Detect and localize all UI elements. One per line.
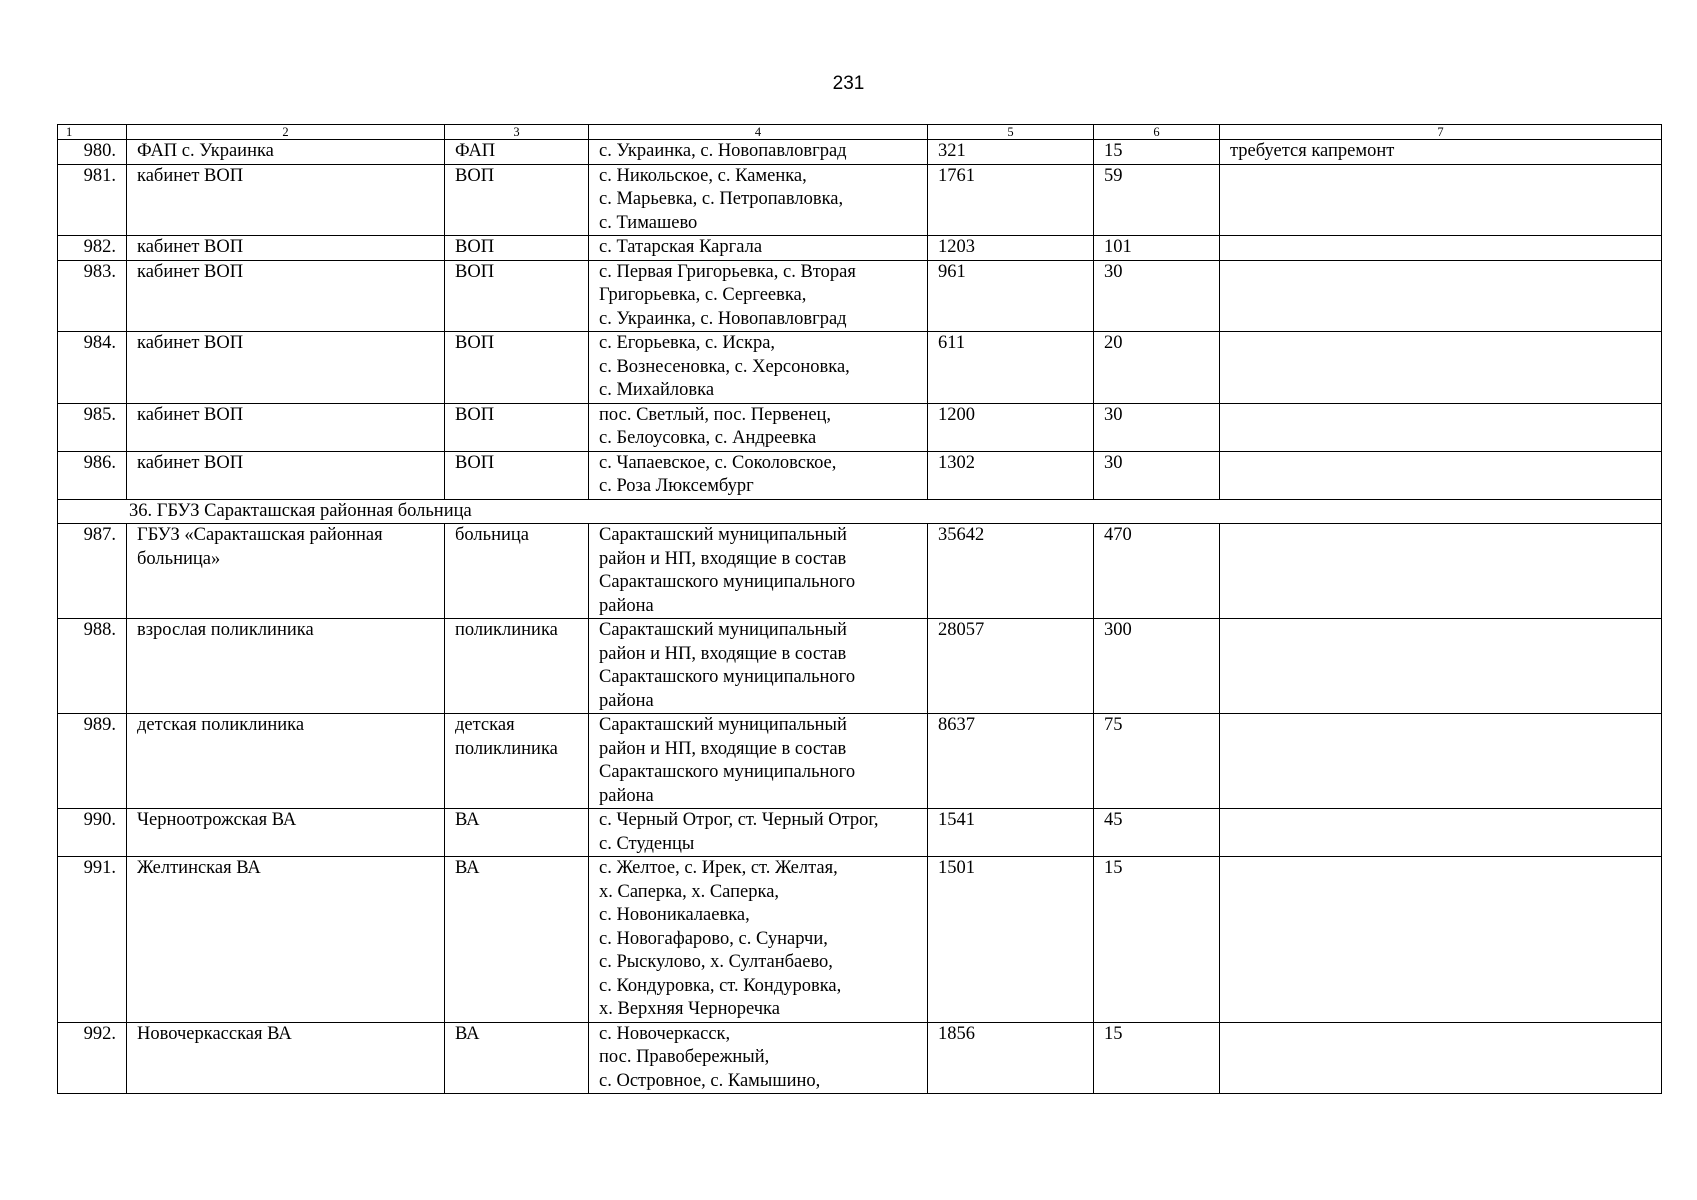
column-number: 4 [589,125,928,140]
population: 35642 [928,524,1094,619]
facility-name-line: Желтинская ВА [137,858,261,878]
facility-type [445,164,589,236]
note [1220,857,1662,1023]
facility-name [127,619,445,714]
table-row [58,403,1662,451]
population: 321 [928,140,1094,165]
facility-name-line: кабинет ВОП [137,333,244,353]
facility-type-line: детская [455,715,515,735]
population: 611 [928,332,1094,404]
capacity: 30 [1094,403,1220,451]
facility-name-line: взрослая поликлиника [137,620,314,640]
row-number: 980. [58,140,127,165]
facility-type-line: ВОП [455,452,495,473]
facility-name-line: ФАП с. Украинка [137,141,274,161]
served-localities-line: с. Островное, с. Камышино, [599,1070,821,1091]
facility-name-line: кабинет ВОП [137,261,244,282]
capacity: 30 [1094,260,1220,332]
facilities-table [57,124,1662,1094]
served-localities-line: с. Никольское, с. Каменка, [599,165,807,186]
served-localities-line: х. Саперка, х. Саперка, [599,881,780,902]
served-localities [589,260,928,332]
facility-type [445,140,589,165]
row-number: 990. [58,809,127,857]
served-localities-line: Саракташский муниципальный [599,620,847,640]
served-localities-line: район и НП, входящие в состав [599,643,847,664]
facility-name [127,524,445,619]
facility-type-line: ВОП [455,261,495,282]
note [1220,260,1662,332]
section-title: 36. ГБУЗ Саракташская районная больница [58,499,1662,524]
capacity: 59 [1094,164,1220,236]
column-number: 1 [58,125,127,140]
table-row [58,714,1662,809]
facility-name-line: кабинет ВОП [137,452,244,473]
capacity: 300 [1094,619,1220,714]
served-localities-line: с. Новоникалаевка, [599,905,750,925]
capacity: 101 [1094,236,1220,261]
table-row [58,524,1662,619]
facility-type-line: ФАП [455,141,496,161]
served-localities-line: с. Новочеркасск, [599,1023,731,1044]
population: 28057 [928,619,1094,714]
served-localities-line: Саракташского муниципального [599,572,856,592]
facility-type [445,809,589,857]
served-localities-line: пос. Светлый, пос. Первенец, [599,404,832,425]
facility-type-line: ВА [455,810,480,830]
note [1220,1022,1662,1094]
column-number: 6 [1094,125,1220,140]
section-header-row [58,499,1662,524]
served-localities [589,619,928,714]
served-localities-line: Саракташского муниципального [599,762,856,782]
served-localities-line: с. Марьевка, с. Петропавловка, [599,189,844,209]
facility-type [445,619,589,714]
table-row [58,164,1662,236]
capacity: 470 [1094,524,1220,619]
row-number: 992. [58,1022,127,1094]
row-number: 985. [58,403,127,451]
population: 1302 [928,451,1094,499]
facility-type [445,236,589,261]
row-number: 989. [58,714,127,809]
facility-type [445,857,589,1023]
note [1220,403,1662,451]
population: 8637 [928,714,1094,809]
capacity: 15 [1094,140,1220,165]
served-localities-line: с. Черный Отрог, ст. Черный Отрог, [599,810,879,830]
facility-name-line: кабинет ВОП [137,237,244,257]
note [1220,164,1662,236]
facility-name [127,140,445,165]
page-number: 231 [832,73,865,94]
served-localities-line: с. Студенцы [599,833,695,854]
capacity: 30 [1094,451,1220,499]
served-localities-line: с. Новогафарово, с. Сунарчи, [599,928,828,949]
table-row [58,619,1662,714]
facility-type [445,524,589,619]
capacity: 15 [1094,1022,1220,1094]
served-localities-line: района [599,785,654,806]
served-localities-line: с. Чапаевское, с. Соколовское, [599,452,837,473]
column-number: 5 [928,125,1094,140]
served-localities-line: с. Михайловка [599,380,715,400]
served-localities [589,1022,928,1094]
served-localities-line: с. Белоусовка, с. Андреевка [599,428,817,448]
served-localities-line: пос. Правобережный, [599,1047,770,1067]
row-number: 982. [58,236,127,261]
served-localities-line: района [599,595,654,616]
note [1220,236,1662,261]
facility-name [127,260,445,332]
facility-name [127,332,445,404]
facility-type [445,332,589,404]
facility-name-line: ГБУЗ «Саракташская районная [137,525,383,545]
facility-name-line: кабинет ВОП [137,165,244,186]
table-row [58,332,1662,404]
population: 1501 [928,857,1094,1023]
facility-name-line: Новочеркасская ВА [137,1023,292,1044]
facility-name [127,1022,445,1094]
facility-type-line: ВОП [455,237,495,257]
facility-type [445,714,589,809]
facility-type-line: ВОП [455,404,495,425]
facility-name-line: детская поликлиника [137,715,305,735]
served-localities-line: Саракташский муниципальный [599,525,847,545]
population: 961 [928,260,1094,332]
served-localities-line: с. Рыскулово, х. Султанбаево, [599,952,833,972]
facility-name [127,164,445,236]
table-row [58,809,1662,857]
table-row [58,857,1662,1023]
served-localities-line: с. Украинка, с. Новопавловград [599,308,847,329]
served-localities-line: района [599,690,654,711]
table-row [58,140,1662,165]
facility-type-line: поликлиника [455,620,558,640]
row-number: 984. [58,332,127,404]
served-localities [589,809,928,857]
served-localities-line: х. Верхняя Черноречка [599,999,780,1019]
population: 1203 [928,236,1094,261]
facility-name [127,809,445,857]
note: требуется капремонт [1220,140,1662,165]
note [1220,619,1662,714]
facility-type [445,260,589,332]
facility-name [127,236,445,261]
row-number: 987. [58,524,127,619]
served-localities-line: с. Роза Люксембург [599,476,754,496]
served-localities-line: район и НП, входящие в состав [599,738,847,759]
served-localities [589,332,928,404]
served-localities [589,236,928,261]
facility-name-line: кабинет ВОП [137,404,244,425]
served-localities-line: Саракташского муниципального [599,667,856,687]
table-row [58,1022,1662,1094]
served-localities-line: с. Егорьевка, с. Искра, [599,333,776,353]
population: 1200 [928,403,1094,451]
population: 1541 [928,809,1094,857]
served-localities-line: с. Вознесеновка, с. Херсоновка, [599,356,850,377]
note [1220,524,1662,619]
facility-type [445,451,589,499]
facility-name [127,714,445,809]
population: 1761 [928,164,1094,236]
served-localities-line: Григорьевка, с. Сергеевка, [599,285,807,305]
served-localities-line: с. Первая Григорьевка, с. Вторая [599,261,856,282]
note [1220,809,1662,857]
served-localities-line: с. Желтое, с. Ирек, ст. Желтая, [599,858,838,878]
facility-type-line: поликлиника [455,738,558,759]
served-localities [589,403,928,451]
facility-type [445,403,589,451]
table-body-top [58,140,1662,500]
served-localities-line: с. Тимашево [599,212,698,233]
facility-name [127,857,445,1023]
facility-type-line: ВОП [455,165,495,186]
facility-name-line: больница» [137,548,221,569]
facility-type-line: ВА [455,858,480,878]
row-number: 983. [58,260,127,332]
served-localities [589,164,928,236]
column-number-row [58,125,1662,140]
served-localities-line: с. Украинка, с. Новопавловград [599,141,847,161]
note [1220,451,1662,499]
row-number: 988. [58,619,127,714]
served-localities [589,451,928,499]
facility-type-line: ВОП [455,333,495,353]
served-localities [589,857,928,1023]
served-localities-line: с. Татарская Каргала [599,237,763,257]
facility-type-line: больница [455,525,529,545]
column-number: 7 [1220,125,1662,140]
row-number: 991. [58,857,127,1023]
facility-name-line: Черноотрожская ВА [137,810,297,830]
table-row [58,236,1662,261]
facility-type-line: ВА [455,1023,480,1044]
table-row [58,451,1662,499]
note [1220,332,1662,404]
table-body-bottom [58,524,1662,1094]
capacity: 15 [1094,857,1220,1023]
served-localities-line: Саракташский муниципальный [599,715,847,735]
facility-name [127,451,445,499]
table-row [58,260,1662,332]
served-localities-line: район и НП, входящие в состав [599,548,847,569]
note [1220,714,1662,809]
column-number: 2 [127,125,445,140]
capacity: 75 [1094,714,1220,809]
facility-name [127,403,445,451]
column-number: 3 [445,125,589,140]
served-localities [589,714,928,809]
served-localities [589,140,928,165]
capacity: 45 [1094,809,1220,857]
population: 1856 [928,1022,1094,1094]
served-localities-line: с. Кондуровка, ст. Кондуровка, [599,975,842,996]
row-number: 981. [58,164,127,236]
facility-type [445,1022,589,1094]
capacity: 20 [1094,332,1220,404]
row-number: 986. [58,451,127,499]
served-localities [589,524,928,619]
